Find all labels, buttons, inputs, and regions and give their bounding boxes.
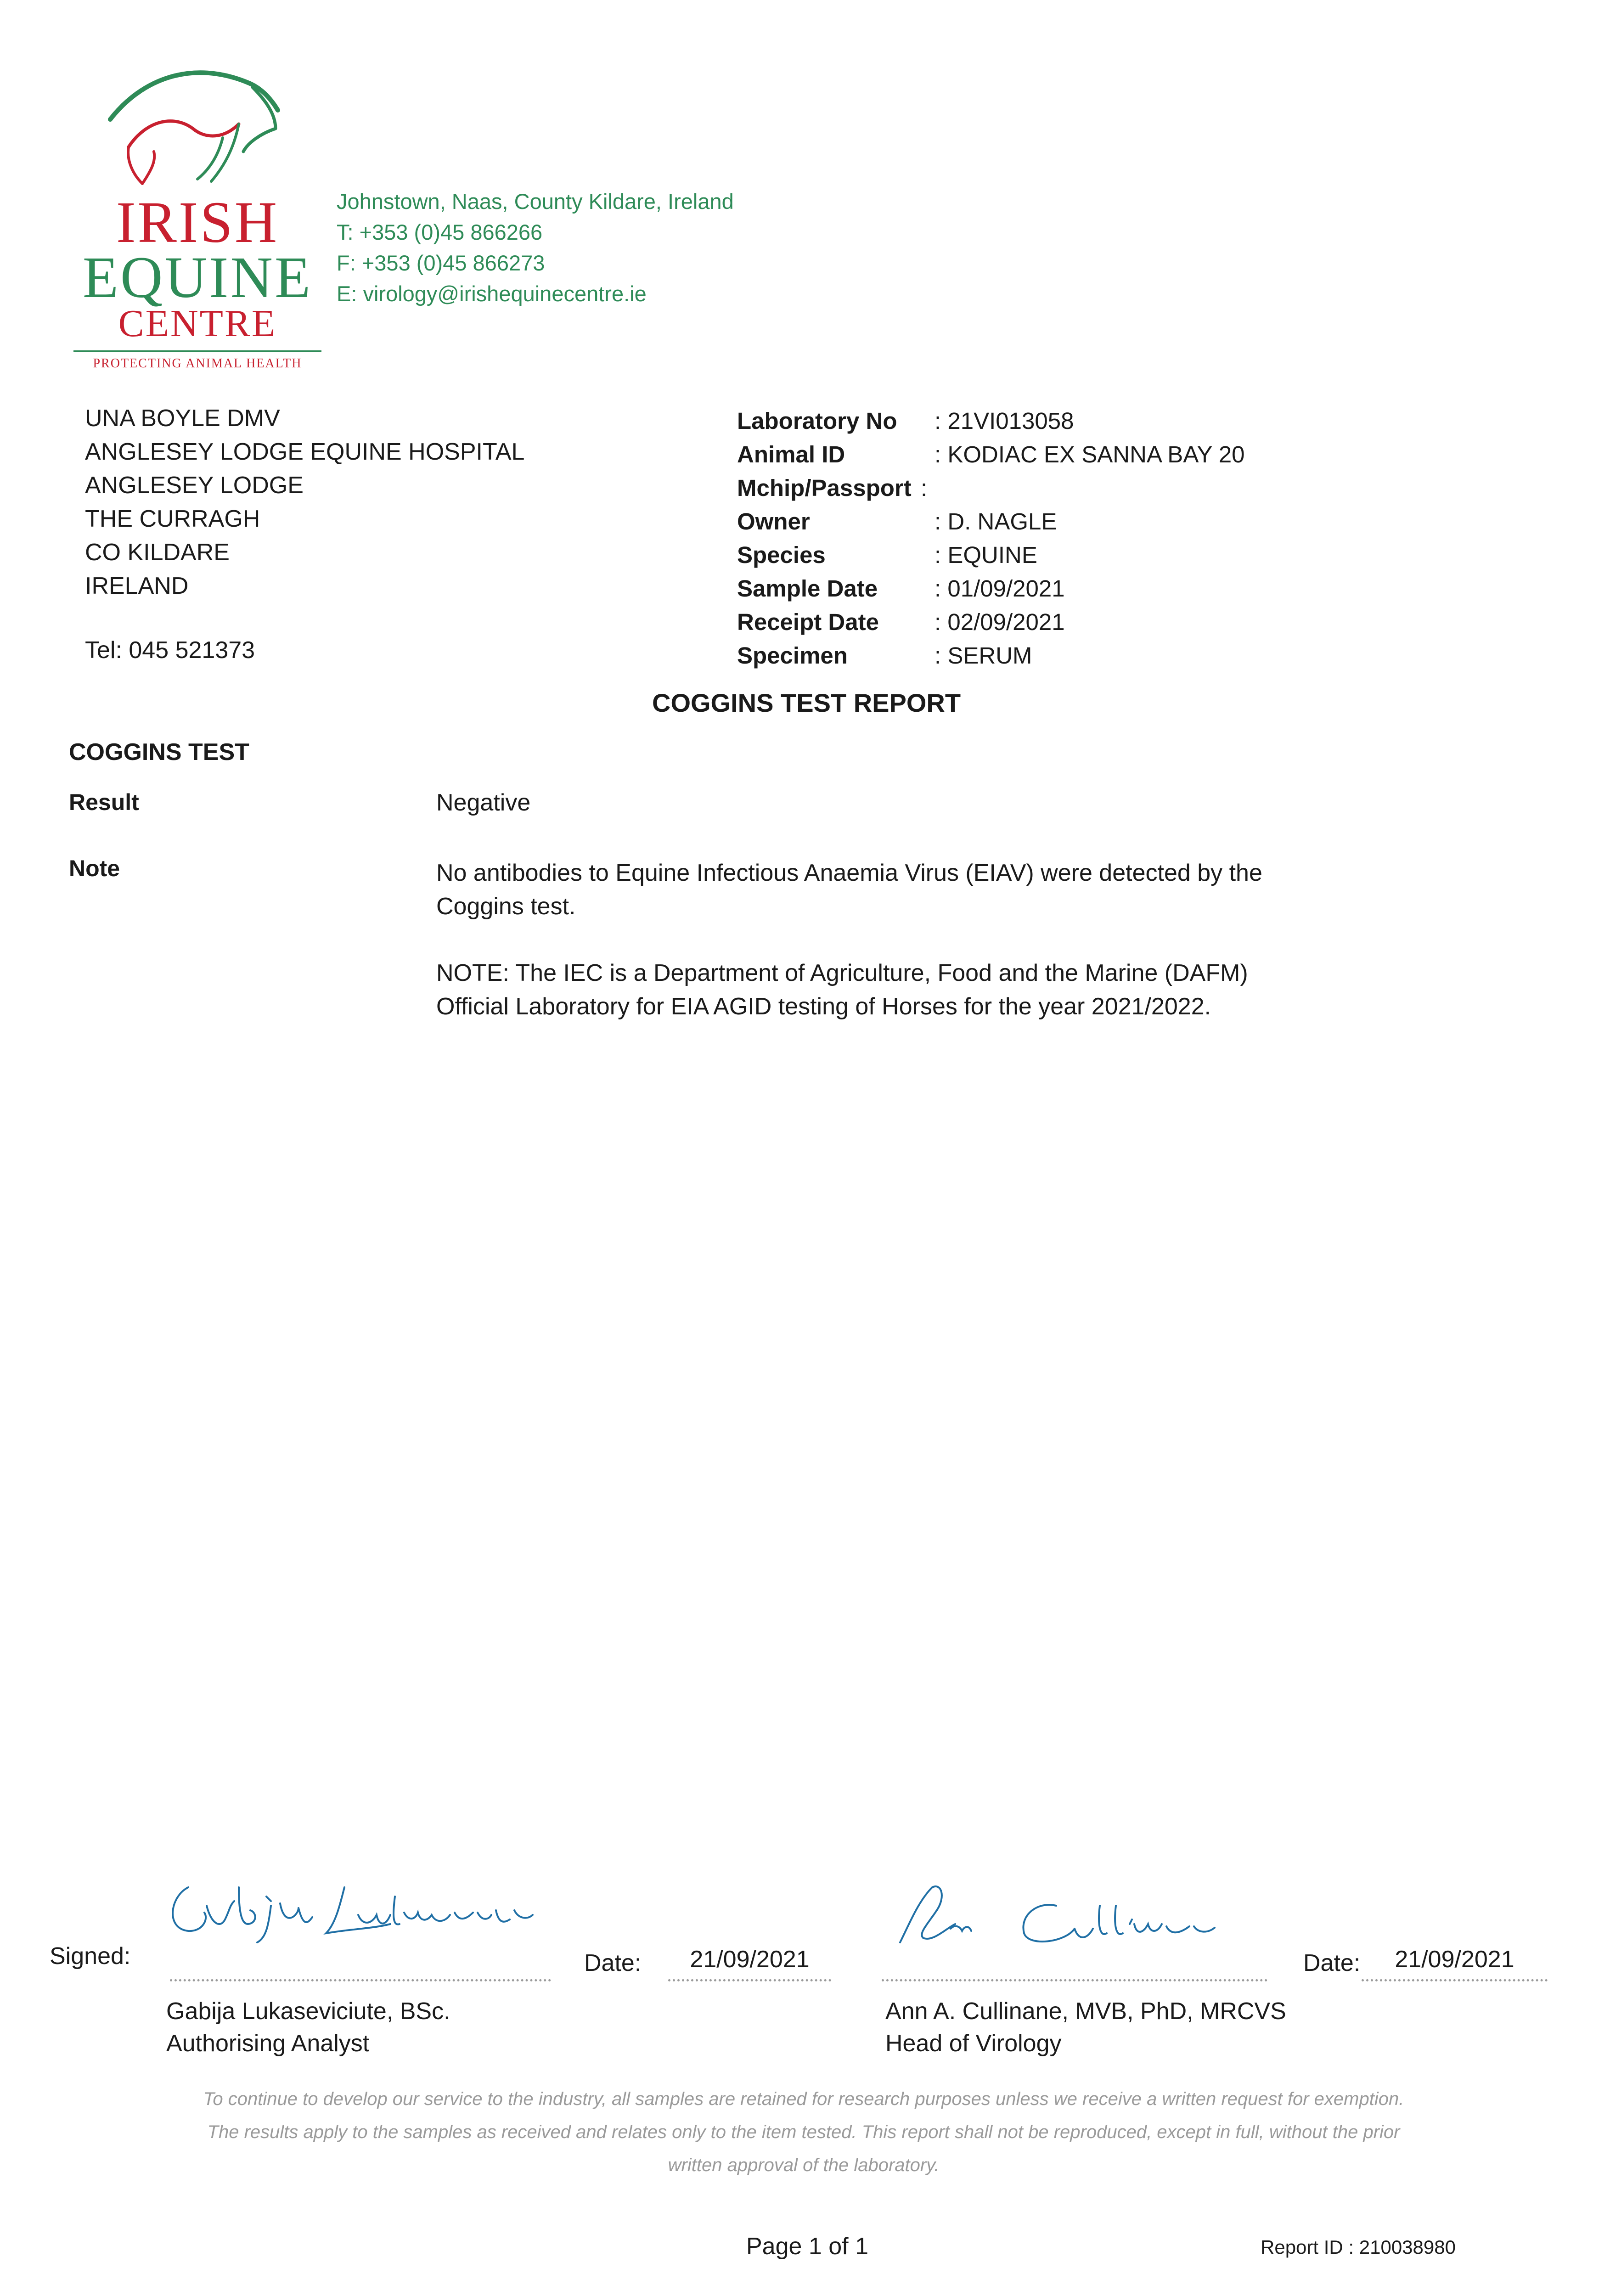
email-label: E: <box>337 281 357 306</box>
lab-info-value: : D. NAGLE <box>934 508 1057 535</box>
lab-info-label: Owner <box>737 508 810 535</box>
test-heading: COGGINS TEST <box>69 739 249 765</box>
lab-info-value: : EQUINE <box>934 542 1037 568</box>
note-paragraph: NOTE: The IEC is a Department of Agriculture, Food and the Marine (DAFM) Official Laboratory for EIA AGID testing of Horses for the year 2021/2022. <box>436 960 1248 1020</box>
signature-line <box>170 1979 551 1981</box>
signed-label: Signed: <box>50 1943 131 1970</box>
fax-value: +353 (0)45 866273 <box>355 251 545 275</box>
contact-block <box>337 186 734 309</box>
date-label: Date: <box>584 1950 642 1976</box>
lab-info-label: Mchip/Passport <box>737 475 912 501</box>
head-role: Head of Virology <box>885 2030 1062 2057</box>
recipient-address <box>85 402 524 603</box>
signature-line <box>882 1979 1267 1981</box>
analyst-name: Gabija Lukaseviciute, BSc. <box>166 1998 450 2025</box>
recipient-line: IRELAND <box>85 573 189 599</box>
page-number: Page 1 of 1 <box>746 2233 868 2260</box>
recipient-line: ANGLESEY LODGE <box>85 472 304 499</box>
analyst-signature <box>161 1869 551 1952</box>
logo-word-centre: CENTRE <box>118 302 277 345</box>
analyst-date: 21/09/2021 <box>690 1946 810 1973</box>
lab-info-label: Animal ID <box>737 441 845 467</box>
recipient-line: THE CURRAGH <box>85 506 260 532</box>
logo-word-equine: EQUINE <box>82 245 313 310</box>
lab-info-label: Receipt Date <box>737 609 879 635</box>
logo-tagline: PROTECTING ANIMAL HEALTH <box>93 356 302 371</box>
disclaimer-line: written approval of the laboratory. <box>668 2155 940 2175</box>
analyst-role: Authorising Analyst <box>166 2030 370 2057</box>
lab-info-value: : <box>921 475 928 501</box>
date-label: Date: <box>1303 1950 1361 1976</box>
lab-info-value: : 21VI013058 <box>934 408 1074 434</box>
lab-info-value: : 01/09/2021 <box>934 575 1065 602</box>
date-line <box>1362 1979 1548 1981</box>
disclaimer <box>138 2082 1469 2182</box>
contact-address: Johnstown, Naas, County Kildare, Ireland <box>337 189 734 214</box>
date-line <box>668 1979 831 1981</box>
result-value: Negative <box>436 789 531 816</box>
head-signature <box>873 1874 1263 1956</box>
lab-info-value: : 02/09/2021 <box>934 609 1065 635</box>
horse-logo-icon <box>101 60 294 197</box>
report-id: Report ID : 210038980 <box>1261 2236 1456 2258</box>
lab-info-value: : SERUM <box>934 642 1032 669</box>
fax-label: F: <box>337 251 356 275</box>
phone-value: +353 (0)45 866266 <box>353 220 543 244</box>
lab-info-value: : KODIAC EX SANNA BAY 20 <box>934 441 1245 467</box>
irish-equine-centre-logo <box>73 60 321 377</box>
contact-phone <box>337 217 734 248</box>
phone-label: T: <box>337 220 354 244</box>
analyst-handwritten-signature <box>161 1869 551 1947</box>
note-paragraph: No antibodies to Equine Infectious Anaemia Virus (EIAV) were detected by the Coggins test. <box>436 860 1262 920</box>
report-title: COGGINS TEST REPORT <box>652 688 961 717</box>
recipient-tel: Tel: 045 521373 <box>85 637 255 664</box>
recipient-line: UNA BOYLE DMV <box>85 405 280 432</box>
logo-word-irish: IRISH <box>116 190 279 255</box>
note-body <box>436 856 1286 1024</box>
note-label: Note <box>69 855 120 881</box>
contact-fax <box>337 248 734 278</box>
head-name: Ann A. Cullinane, MVB, PhD, MRCVS <box>885 1998 1286 2025</box>
disclaimer-line: To continue to develop our service to the industry, all samples are retained for research purposes unless we receive a written request for exemption. <box>203 2089 1404 2109</box>
logo-divider <box>73 350 321 352</box>
lab-info-label: Specimen <box>737 642 848 669</box>
result-label: Result <box>69 789 139 815</box>
head-date: 21/09/2021 <box>1395 1946 1514 1973</box>
contact-email <box>337 278 734 309</box>
recipient-line: CO KILDARE <box>85 539 230 566</box>
recipient-line: ANGLESEY LODGE EQUINE HOSPITAL <box>85 439 525 465</box>
lab-info-label: Species <box>737 542 826 568</box>
lab-info-label: Sample Date <box>737 575 878 602</box>
analyst-details <box>166 1995 450 2060</box>
disclaimer-line: The results apply to the samples as received and relates only to the item tested. This report shall not be reproduced, except in full, without the prior <box>207 2122 1400 2142</box>
head-details <box>885 1995 1286 2060</box>
head-handwritten-signature <box>873 1874 1263 1956</box>
email-value: virology@irishequinecentre.ie <box>357 281 647 306</box>
lab-info-label: Laboratory No <box>737 408 897 434</box>
